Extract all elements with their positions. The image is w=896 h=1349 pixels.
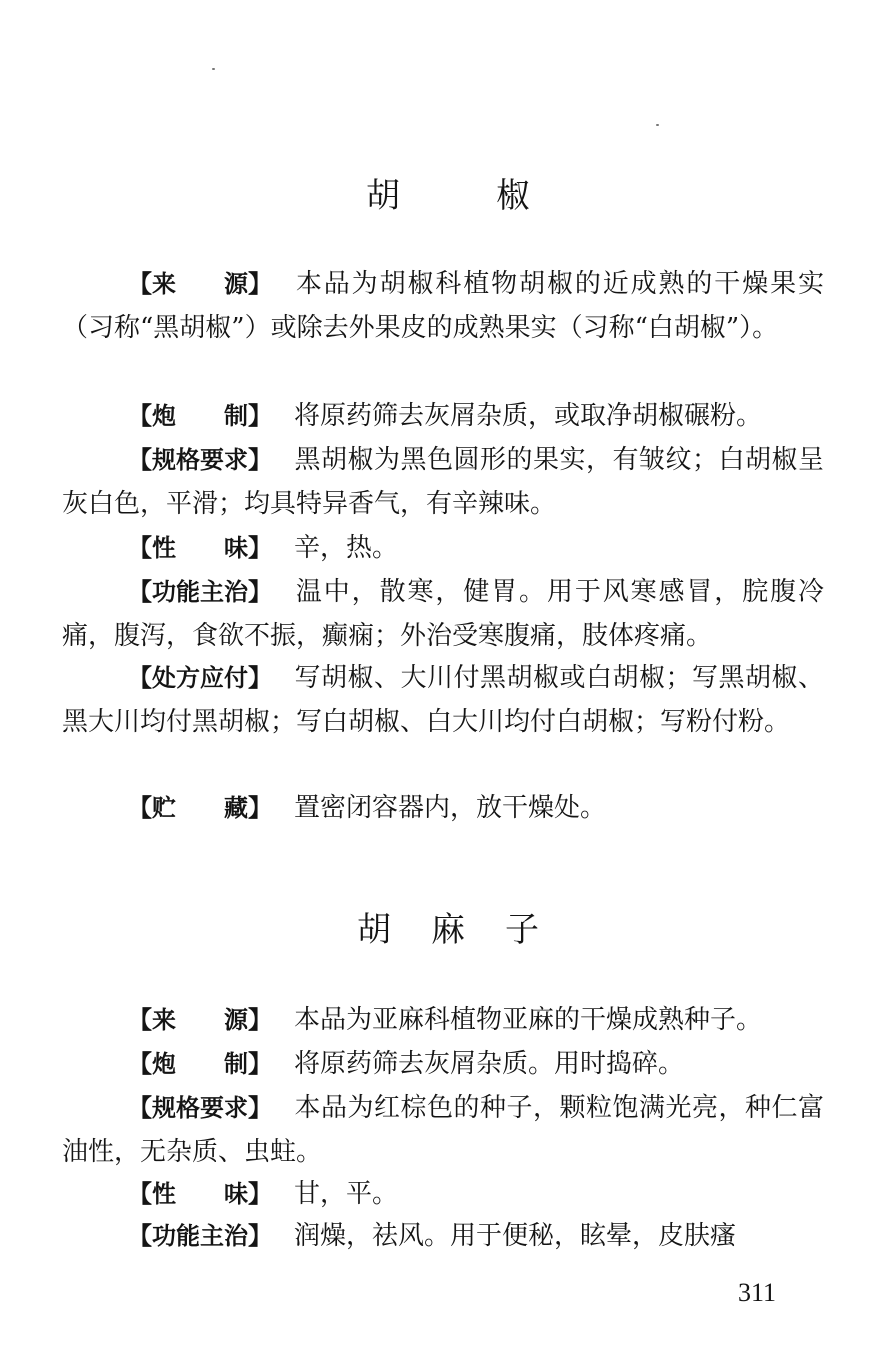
item-text: 本品为胡椒科植物胡椒的近成熟的干燥果实（习称“黑胡椒”）或除去外果皮的成熟果实（习称“白胡椒”）。 — [62, 269, 824, 343]
title-char: 椒 — [496, 176, 530, 216]
entry-item-prescription — [62, 656, 824, 744]
item-text: 将原药筛去灰屑杂质，或取净胡椒碾粉。 — [294, 401, 763, 431]
entry-item-indications — [62, 570, 824, 658]
item-text: 本品为红棕色的种子，颗粒饱满光亮，种仁富油性，无杂质、虫蛀。 — [62, 1093, 824, 1167]
item-label: 【性 味】 — [128, 534, 272, 562]
item-text: 置密闭容器内，放干燥处。 — [294, 793, 607, 823]
item-text: 辛，热。 — [294, 533, 399, 563]
entry-item-taste — [62, 526, 824, 570]
item-label: 【贮 藏】 — [128, 794, 272, 822]
entry-title-humazi — [0, 910, 896, 950]
page-number: 311 — [738, 1278, 777, 1307]
item-label: 【规格要求】 — [128, 1094, 272, 1122]
item-label: 【炮 制】 — [128, 1050, 272, 1078]
item-label: 【功能主治】 — [128, 1222, 272, 1250]
item-label: 【规格要求】 — [128, 446, 272, 474]
title-char: 子 — [505, 910, 539, 950]
item-label: 【来 源】 — [128, 270, 272, 298]
entry-item-specification — [62, 1086, 824, 1174]
entry-item-indications — [62, 1214, 824, 1258]
entry-item-storage — [62, 786, 824, 830]
entry-item-taste — [62, 1172, 824, 1216]
item-text: 甘，平。 — [294, 1179, 399, 1209]
entry-item-source — [62, 262, 824, 350]
scan-speck — [212, 68, 215, 70]
entry-item-source — [62, 998, 824, 1042]
entry-item-specification — [62, 438, 824, 526]
entry-item-processing — [62, 394, 824, 438]
entry-item-processing — [62, 1042, 824, 1086]
item-label: 【处方应付】 — [128, 664, 272, 692]
item-text: 写胡椒、大川付黑胡椒或白胡椒；写黑胡椒、黑大川均付黑胡椒；写白胡椒、白大川均付白胡椒；写粉付粉。 — [62, 663, 824, 737]
title-char: 麻 — [431, 910, 465, 950]
item-text: 润燥，祛风。用于便秘，眩晕，皮肤瘙 — [294, 1221, 737, 1251]
item-label: 【功能主治】 — [128, 578, 272, 606]
item-label: 【炮 制】 — [128, 402, 272, 430]
item-text: 黑胡椒为黑色圆形的果实，有皱纹；白胡椒呈灰白色，平滑；均具特异香气，有辛辣味。 — [62, 445, 824, 519]
item-text: 温中，散寒，健胃。用于风寒感冒，脘腹冷痛，腹泻，食欲不振，癫痫；外治受寒腹痛，肢体疼痛。 — [62, 577, 824, 651]
entry-title-hujiao — [0, 176, 896, 216]
item-text: 本品为亚麻科植物亚麻的干燥成熟种子。 — [294, 1005, 763, 1035]
title-char: 胡 — [357, 910, 391, 950]
item-text: 将原药筛去灰屑杂质。用时捣碎。 — [294, 1049, 685, 1079]
item-label: 【来 源】 — [128, 1006, 272, 1034]
item-label: 【性 味】 — [128, 1180, 272, 1208]
scan-speck — [656, 124, 659, 126]
title-char: 胡 — [366, 176, 400, 216]
